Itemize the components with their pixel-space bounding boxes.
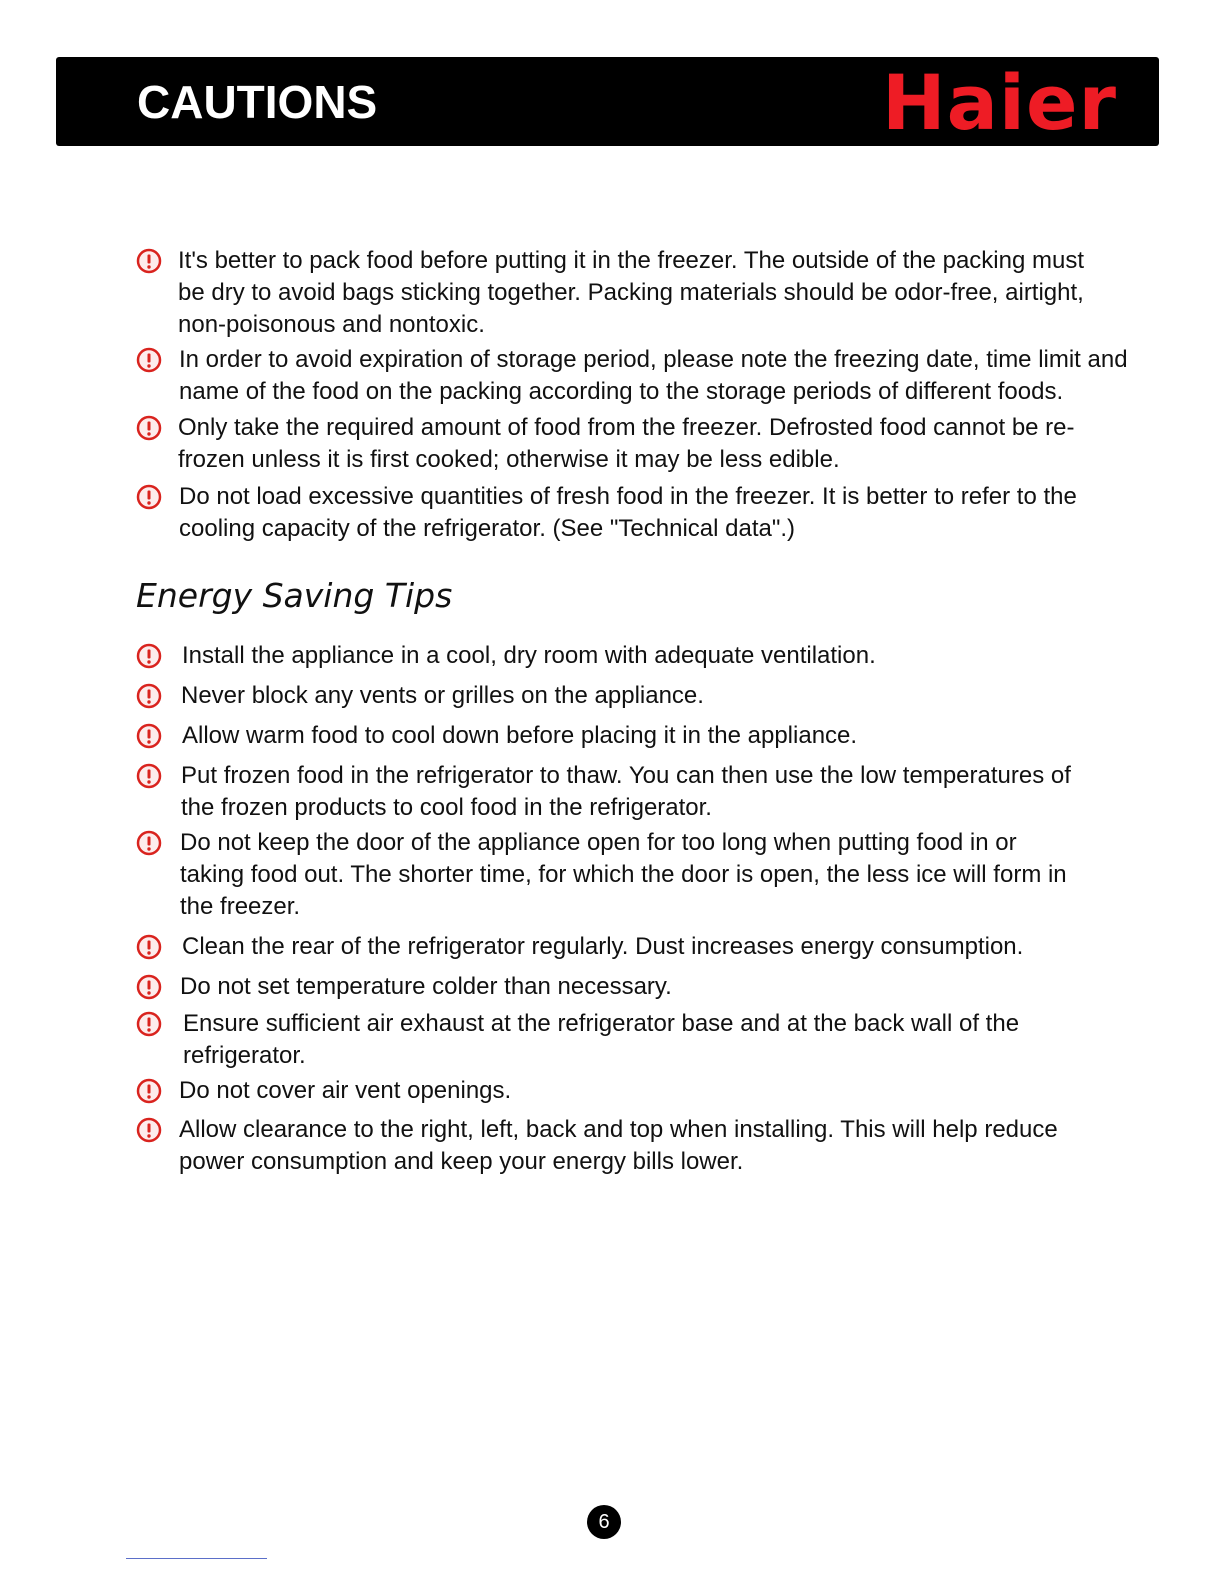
tip-item-text: Put frozen food in the refrigerator to thaw. You can then use the low temperatures of the frozen products to cool food in the refrigerator. [181, 762, 1071, 821]
caution-item-text: Only take the required amount of food from the freezer. Defrosted food cannot be re- frozen unless it is first cooked; otherwise it may be less edible. [178, 414, 1075, 473]
tip-item-text: Ensure sufficient air exhaust at the refrigerator base and at the back wall of the refrigerator. [183, 1010, 1020, 1069]
tip-item-text: Do not keep the door of the appliance open for too long when putting food in or taking food out. The shorter time, for which the door is open, the less ice will form in the freezer. [180, 829, 1067, 920]
footer-divider [126, 1558, 267, 1559]
page-number: 6 [587, 1505, 621, 1539]
tip-item [136, 680, 1136, 712]
tip-item [136, 971, 1136, 1003]
caution-item [136, 245, 1111, 341]
tip-item [136, 640, 1136, 672]
tip-item [136, 931, 1136, 963]
warning-icon [136, 347, 162, 373]
warning-icon [136, 484, 162, 510]
caution-item [136, 412, 1096, 476]
warning-icon [136, 974, 162, 1000]
caution-item-text: In order to avoid expiration of storage period, please note the freezing date, time limit and name of the food on the packing according to the storage periods of different foods. [179, 346, 1128, 405]
warning-icon [136, 934, 162, 960]
tip-item [136, 1114, 1081, 1178]
tip-item [136, 720, 1136, 752]
caution-item-text: It's better to pack food before putting it in the freezer. The outside of the packing must be dry to avoid bags sticking together. Packing materials should be odor-free, airtight, non-poisonous and nontoxic. [178, 247, 1085, 338]
caution-item [136, 344, 1136, 408]
warning-icon [136, 683, 162, 709]
tip-item-text: Never block any vents or grilles on the appliance. [181, 682, 704, 709]
page-header [56, 57, 1159, 146]
warning-icon [136, 248, 162, 274]
page-title: CAUTIONS [137, 76, 378, 128]
brand-logo: Haier [882, 58, 1117, 147]
tip-item [136, 1075, 1136, 1107]
tip-item [136, 1008, 1041, 1072]
warning-icon [136, 643, 162, 669]
section-title: Energy Saving Tips [136, 576, 453, 615]
tip-item-text: Allow clearance to the right, left, back and top when installing. This will help reduce power consumption and keep your energy bills lower. [179, 1116, 1058, 1175]
tip-item-text: Do not set temperature colder than necessary. [180, 973, 672, 1000]
tip-item [136, 827, 1071, 923]
tip-item-text: Install the appliance in a cool, dry room with adequate ventilation. [182, 642, 876, 669]
warning-icon [136, 415, 162, 441]
tip-item-text: Do not cover air vent openings. [179, 1077, 512, 1104]
warning-icon [136, 830, 162, 856]
warning-icon [136, 1117, 162, 1143]
warning-icon [136, 763, 162, 789]
warning-icon [136, 723, 162, 749]
tip-item-text: Clean the rear of the refrigerator regularly. Dust increases energy consumption. [182, 933, 1024, 960]
tip-item-text: Allow warm food to cool down before placing it in the appliance. [182, 722, 858, 749]
warning-icon [136, 1078, 162, 1104]
caution-item [136, 481, 1106, 545]
caution-item-text: Do not load excessive quantities of fresh food in the freezer. It is better to refer to the cooling capacity of the refrigerator. (See "Technical data".) [179, 483, 1077, 542]
tip-item [136, 760, 1071, 824]
warning-icon [136, 1011, 162, 1037]
